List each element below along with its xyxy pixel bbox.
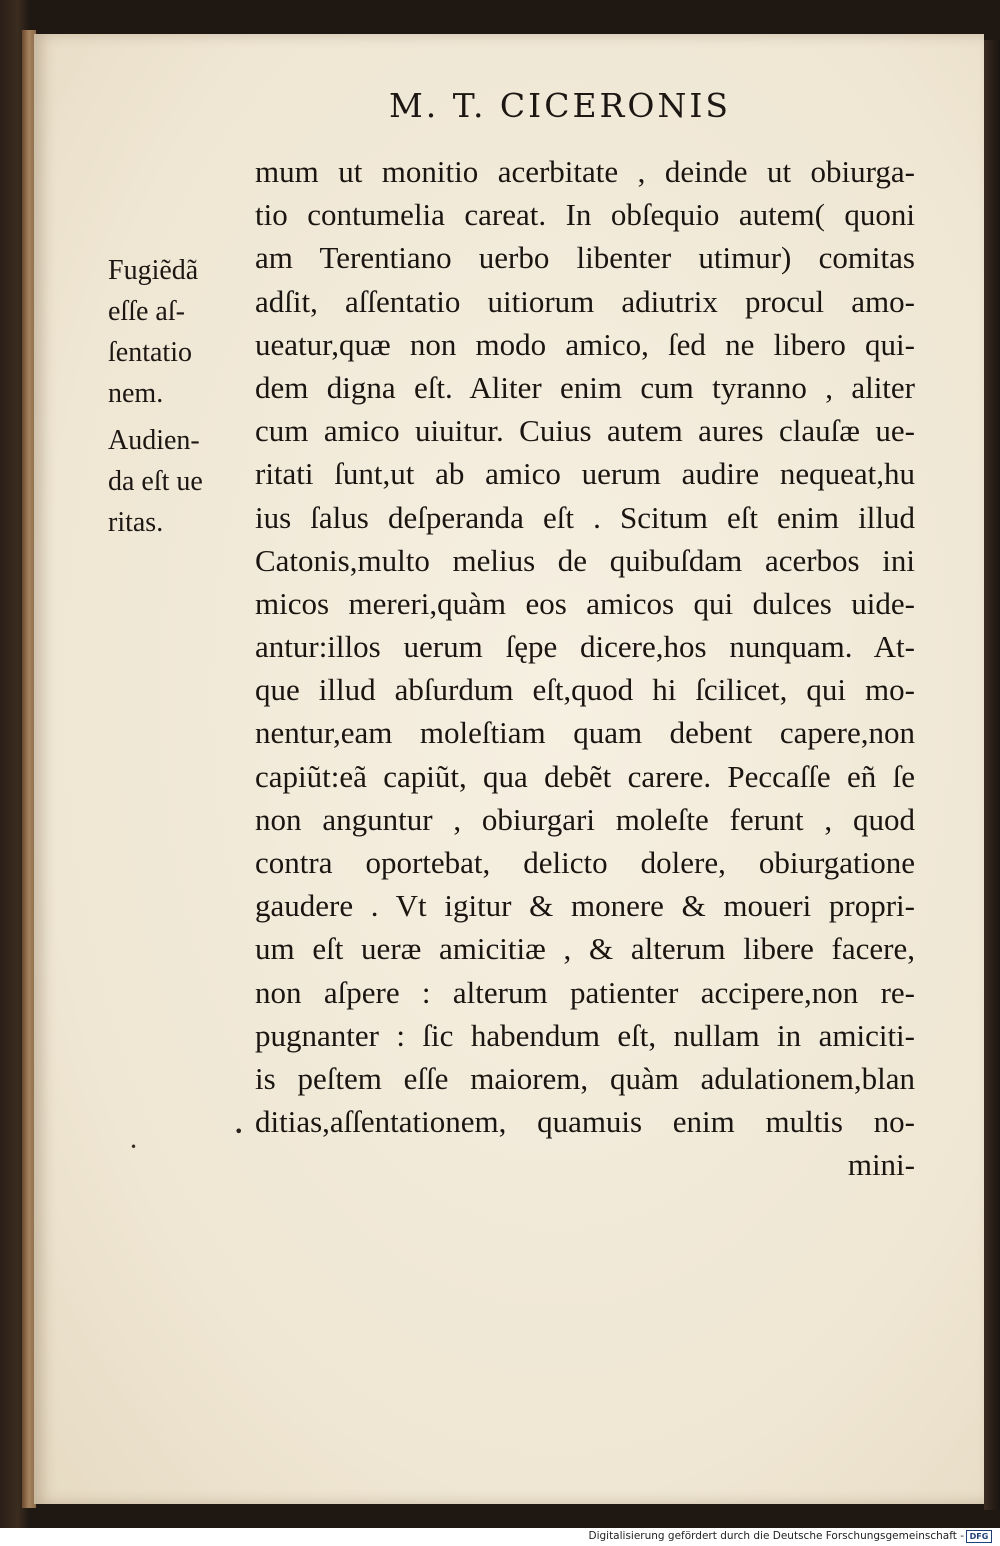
text-line: micos mereri,quàm eos amicos qui dulces uide- xyxy=(255,585,915,621)
ink-speck-icon: • xyxy=(234,1122,244,1141)
text-line: dem digna eſt. Aliter enim cum tyranno , aliter xyxy=(255,369,915,405)
running-head: M. T. CICERONIS xyxy=(389,86,731,125)
margin-note-line: eſſe aſ- xyxy=(108,296,185,327)
dfg-logo-icon: DFG xyxy=(966,1530,992,1543)
text-line: um eſt ueræ amicitiæ , & alterum libere facere, xyxy=(255,931,915,967)
funding-credit: Digitalisierung gefördert durch die Deutsche Forschungsgemeinschaft - xyxy=(588,1530,964,1542)
text-line: non anguntur , obiurgari moleſte ferunt , quod xyxy=(255,801,915,837)
margin-note-audienda xyxy=(108,420,238,543)
text-line: antur:illos uerum ſępe dicere,hos nunquam. At- xyxy=(255,629,915,665)
text-line: cum amico uiuitur. Cuius autem aures clauſæ ue- xyxy=(255,413,915,449)
text-line: Catonis,multo melius de quibuſdam acerbos ini xyxy=(255,542,915,578)
text-line: capiũt:eã capiũt, qua debẽt carere. Peccaſſe eñ ſe xyxy=(255,758,915,794)
margin-note-line: Fugiẽdã xyxy=(108,255,199,286)
text-line: gaudere . Vt igitur & monere & moueri propri- xyxy=(255,888,915,924)
text-line: pugnanter : ſic habendum eſt, nullam in amiciti- xyxy=(255,1017,915,1053)
text-line: ritati ſunt,ut ab amico uerum audire nequeat,hu xyxy=(255,456,915,492)
binding-edge xyxy=(984,40,1000,1510)
text-line: contra oportebat, delicto dolere, obiurgatione xyxy=(255,845,915,880)
text-line: ueatur,quæ non modo amico, ſed ne libero qui- xyxy=(255,326,915,362)
margin-note-line: ritas. xyxy=(108,507,164,538)
text-line: tio contumelia careat. In obſequio autem( quoni xyxy=(255,197,915,233)
text-line: is peſtem eſſe maiorem, quàm adulationem,blan xyxy=(255,1060,915,1096)
text-line: que illud abſurdum eſt,quod hi ſcilicet, qui mo- xyxy=(255,672,915,708)
text-line: ius ſalus deſperanda eſt . Scitum eſt enim illud xyxy=(255,499,915,535)
text-line: ditias,aſſentationem, quamuis enim multis no- xyxy=(255,1104,915,1140)
margin-note-line: da eſt ue xyxy=(108,466,203,497)
ink-speck-icon: • xyxy=(130,1140,138,1154)
margin-note-fugienda xyxy=(108,250,238,414)
text-line: nentur,eam moleſtiam quam debent capere,non xyxy=(255,715,915,751)
main-text xyxy=(255,150,915,1187)
text-line: non aſpere : alterum patienter accipere,non re- xyxy=(255,974,915,1010)
catchword: mini- xyxy=(847,1147,915,1183)
margin-note-line: ſentatio xyxy=(108,337,192,368)
text-line: adſit, aſſentatio uitiorum adiutrix procul amo- xyxy=(255,283,915,319)
text-line: am Terentiano uerbo libenter utimur) comitas xyxy=(255,240,915,276)
margin-note-line: Audien- xyxy=(108,425,200,456)
text-line: mum ut monitio acerbitate , deinde ut obiurga- xyxy=(255,154,915,189)
margin-note-line: nem. xyxy=(108,378,164,409)
